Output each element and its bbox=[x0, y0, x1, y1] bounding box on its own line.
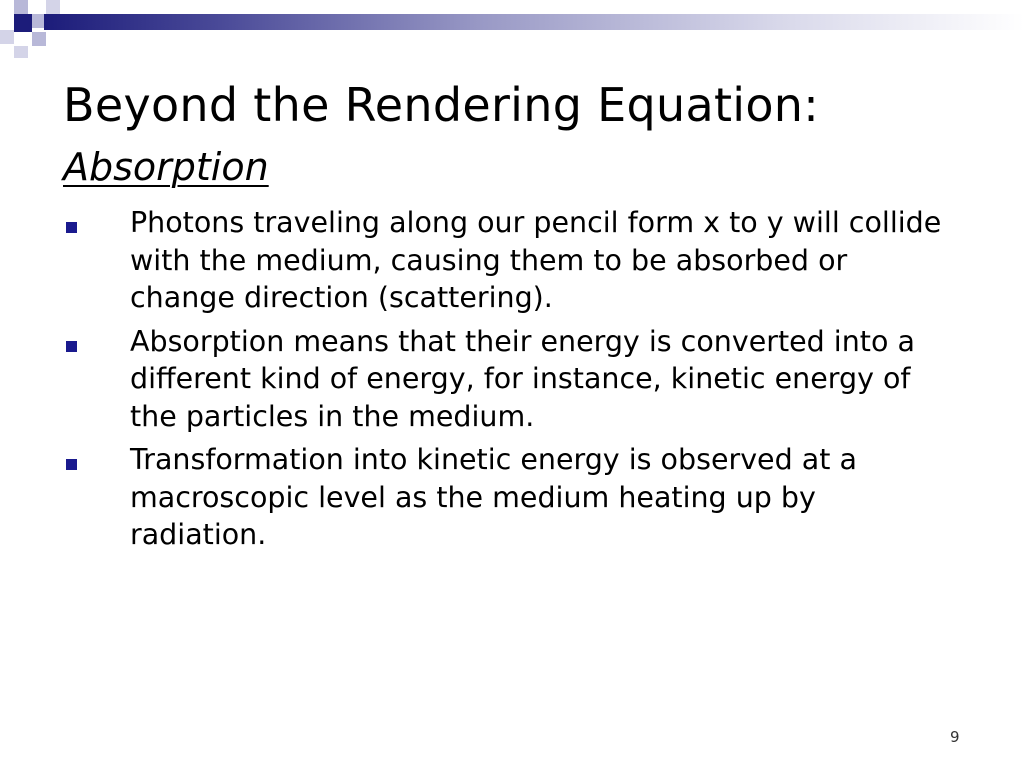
deco-square bbox=[46, 0, 60, 14]
bullet-text: Photons traveling along our pencil form x to y will collide with the medium, causing them to be absorbed or change direction (scattering). bbox=[130, 206, 942, 314]
bullet-text: Absorption means that their energy is converted into a different kind of energy, for instance, kinetic energy of the particles in the medium. bbox=[130, 324, 915, 433]
bullet-item bbox=[0, 441, 950, 554]
decorative-squares bbox=[0, 0, 80, 60]
header-gradient-band bbox=[44, 14, 1024, 30]
deco-square bbox=[14, 14, 32, 32]
bullet-item bbox=[0, 323, 950, 436]
deco-square bbox=[14, 0, 28, 14]
bullet-item bbox=[0, 204, 950, 317]
slide-subtitle: Absorption bbox=[63, 145, 269, 189]
square-bullet-icon bbox=[66, 222, 77, 233]
bullet-text: Transformation into kinetic energy is observed at a macroscopic level as the medium heating up by radiation. bbox=[130, 443, 857, 551]
bullet-list bbox=[0, 204, 1024, 560]
deco-square bbox=[14, 46, 28, 58]
square-bullet-icon bbox=[66, 341, 77, 352]
deco-square bbox=[0, 30, 14, 44]
page-number: 9 bbox=[950, 728, 960, 746]
deco-square bbox=[32, 32, 46, 46]
square-bullet-icon bbox=[66, 459, 77, 470]
slide-title: Beyond the Rendering Equation: bbox=[63, 78, 820, 132]
